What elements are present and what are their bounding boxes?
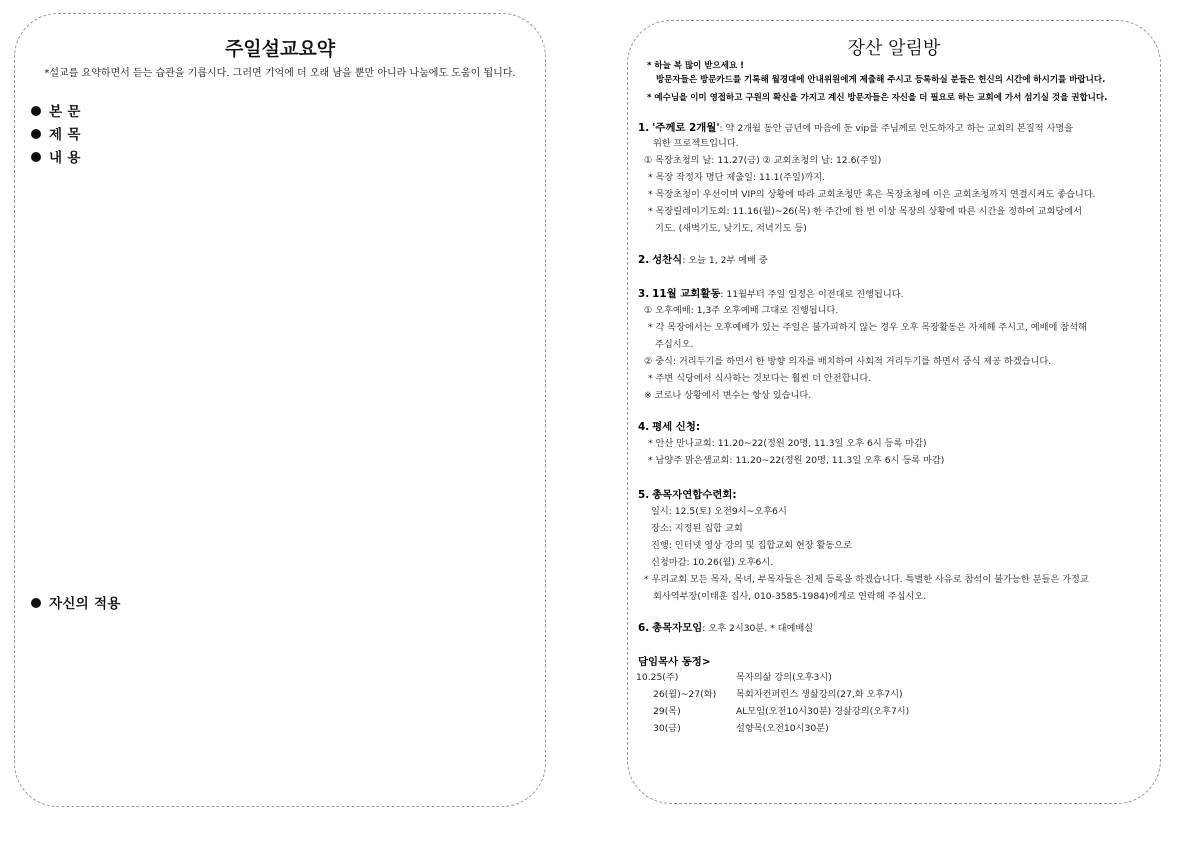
section-1-text-cont: 위한 프로젝트입니다.	[653, 138, 739, 149]
section-text: : 오늘 1, 2부 예배 중	[682, 255, 768, 266]
bullet-label: 내 용	[49, 150, 81, 166]
section-3-line: * 각 목장에서는 오후예배가 있는 주일은 불가피하지 않는 경우 오후 목장활동은 자제해 주시고, 예배에 참석해	[648, 322, 1087, 333]
section-number: 1.	[638, 122, 650, 134]
bullet-title	[31, 123, 81, 143]
notice-visitors: 방문자들은 방문카드를 기록해 월경대에 안내위원에게 제출해 주시고 등록하실 분들은 헌신의 시간에 하시기를 바랍니다.	[656, 75, 1106, 85]
section-3-line: * 주변 식당에서 식사하는 것보다는 훨씬 더 안전합니다.	[648, 373, 872, 384]
sermon-summary-instructions: *설교를 요약하면서 듣는 습관을 기릅시다. 그러면 기억에 더 오래 남을 뿐만 아니라 나눔에도 도움이 됩니다.	[44, 68, 516, 79]
announcements-panel	[627, 20, 1161, 804]
bullet-label: 자신의 적용	[49, 596, 121, 612]
section-title: 성찬식	[652, 254, 683, 266]
section-title: 11월 교회활동	[652, 288, 721, 300]
section-number: 5.	[638, 489, 650, 501]
section-3-line: ② 중식: 거리두기를 하면서 한 방향 의자를 배치하여 사회적 거리두기를 하면서 중식 제공 하겠습니다.	[644, 356, 1052, 367]
section-4-line: * 안산 만나교회: 11.20~22(정원 20명, 11.3일 오후 6시 등록 마감)	[648, 438, 927, 449]
section-text: : 오후 2시30분. * 대예배실	[702, 623, 814, 634]
section-2-heading	[638, 251, 768, 266]
sermon-summary-title: 주일설교요약	[224, 38, 336, 60]
schedule-desc: 목회자컨퍼런스 생삶강의(27,화 오후7시)	[736, 689, 903, 700]
section-number: 4.	[638, 421, 650, 433]
section-5-line: 회사역부장(이태훈 집사, 010-3585-1984)에게로 연락해 주십시오.	[653, 591, 927, 602]
section-5-heading	[638, 486, 737, 501]
section-4-line: * 남양주 맑은샘교회: 11.20~22(정원 20명, 11.3일 오후 6시 등록 마감)	[648, 455, 945, 466]
bullet-application	[31, 592, 121, 612]
schedule-date: 26(월)~27(화)	[653, 689, 717, 700]
notice-believers: * 예수님을 이미 영접하고 구원의 확신을 가지고 계신 방문자들은 자신을 더 필요로 하는 교회에 가서 섬기실 것을 권합니다.	[647, 93, 1108, 103]
schedule-date: 29(목)	[653, 706, 681, 717]
section-1-line: * 목장 작정자 명단 제출일: 11.1(주일)까지.	[648, 172, 826, 183]
bullet-content	[31, 146, 81, 166]
pastor-schedule-heading: 담임목사 동정>	[638, 656, 711, 668]
section-text: : 11월부터 주일 일정은 이전대로 진행됩니다.	[720, 289, 904, 300]
bullet-icon	[31, 152, 41, 162]
section-5-line: * 우리교회 모든 목자, 목녀, 부목자들은 전체 등록을 하겠습니다. 특별한 사유로 참석이 불가능한 분들은 가정교	[644, 574, 1089, 585]
bullet-label: 본 문	[49, 104, 81, 120]
section-title: 총목자모임	[652, 622, 703, 634]
section-colon: :	[695, 421, 701, 433]
sermon-summary-panel	[14, 13, 546, 807]
section-5-line: 신청마감: 10.26(월) 오후6시.	[651, 557, 774, 568]
section-colon: :	[732, 489, 737, 501]
schedule-desc: 설향목(오전10시30분)	[736, 723, 829, 734]
section-3-heading	[638, 285, 904, 300]
section-3-line: 주십시오.	[655, 339, 694, 350]
section-1-line: * 목장초청이 우선이며 VIP의 상황에 따라 교회초청만 혹은 목장초청에 이은 교회초청까지 연결시켜도 좋습니다.	[648, 189, 1096, 200]
section-4-heading	[638, 418, 700, 433]
section-title: '주께로 2개월'	[652, 122, 720, 134]
section-5-line: 일시: 12.5(토) 오전9시~오후6시	[651, 506, 787, 517]
notice-greeting: * 하늘 복 많이 받으세요 !	[647, 61, 745, 71]
section-title: 평세 신청	[652, 421, 696, 433]
bullet-icon	[31, 106, 41, 116]
section-1-line: 기도. (새벽기도, 낮기도, 저녁기도 등)	[655, 223, 807, 234]
section-1-line: * 목장릴레이기도회: 11.16(월)~26(목) 한 주간에 한 번 이상 목장의 상황에 따른 시간을 정하여 교회당에서	[648, 206, 1083, 217]
section-number: 6.	[638, 622, 650, 634]
bullet-icon	[31, 129, 41, 139]
section-1-heading	[638, 119, 1073, 134]
section-6-heading	[638, 619, 813, 634]
bullet-icon	[31, 598, 41, 608]
schedule-desc: 목자의삶 강의(오후3시)	[736, 672, 832, 683]
section-1-line: ① 목장초청의 날: 11.27(금) ② 교회초청의 날: 12.6(주일)	[644, 155, 882, 166]
section-5-line: 진행: 인터넷 영상 강의 및 집합교회 현장 활동으로	[651, 540, 853, 551]
announcements-title: 장산 알림방	[847, 38, 941, 59]
section-5-line: 장소: 지정된 집합 교회	[651, 523, 743, 534]
bullet-scripture	[31, 100, 81, 120]
section-3-line: ① 오후예배: 1,3주 오후예배 그대로 진행됩니다.	[644, 305, 839, 316]
schedule-date: 30(금)	[653, 723, 681, 734]
section-number: 3.	[638, 288, 650, 300]
schedule-date: 10.25(주)	[636, 672, 679, 683]
bullet-label: 제 목	[49, 127, 81, 143]
section-number: 2.	[638, 254, 650, 266]
section-title: 총목자연합수련회	[652, 489, 733, 501]
section-text: : 약 2개월 동안 금년에 마음에 둔 vip를 주님께로 인도하자고 하는 교회의 본질적 사명을	[719, 123, 1074, 134]
schedule-desc: AL모임(오전10시30분) 경삶강의(오후7시)	[736, 706, 910, 717]
section-3-line: ※ 코로나 상황에서 변수는 항상 있습니다.	[644, 390, 812, 401]
